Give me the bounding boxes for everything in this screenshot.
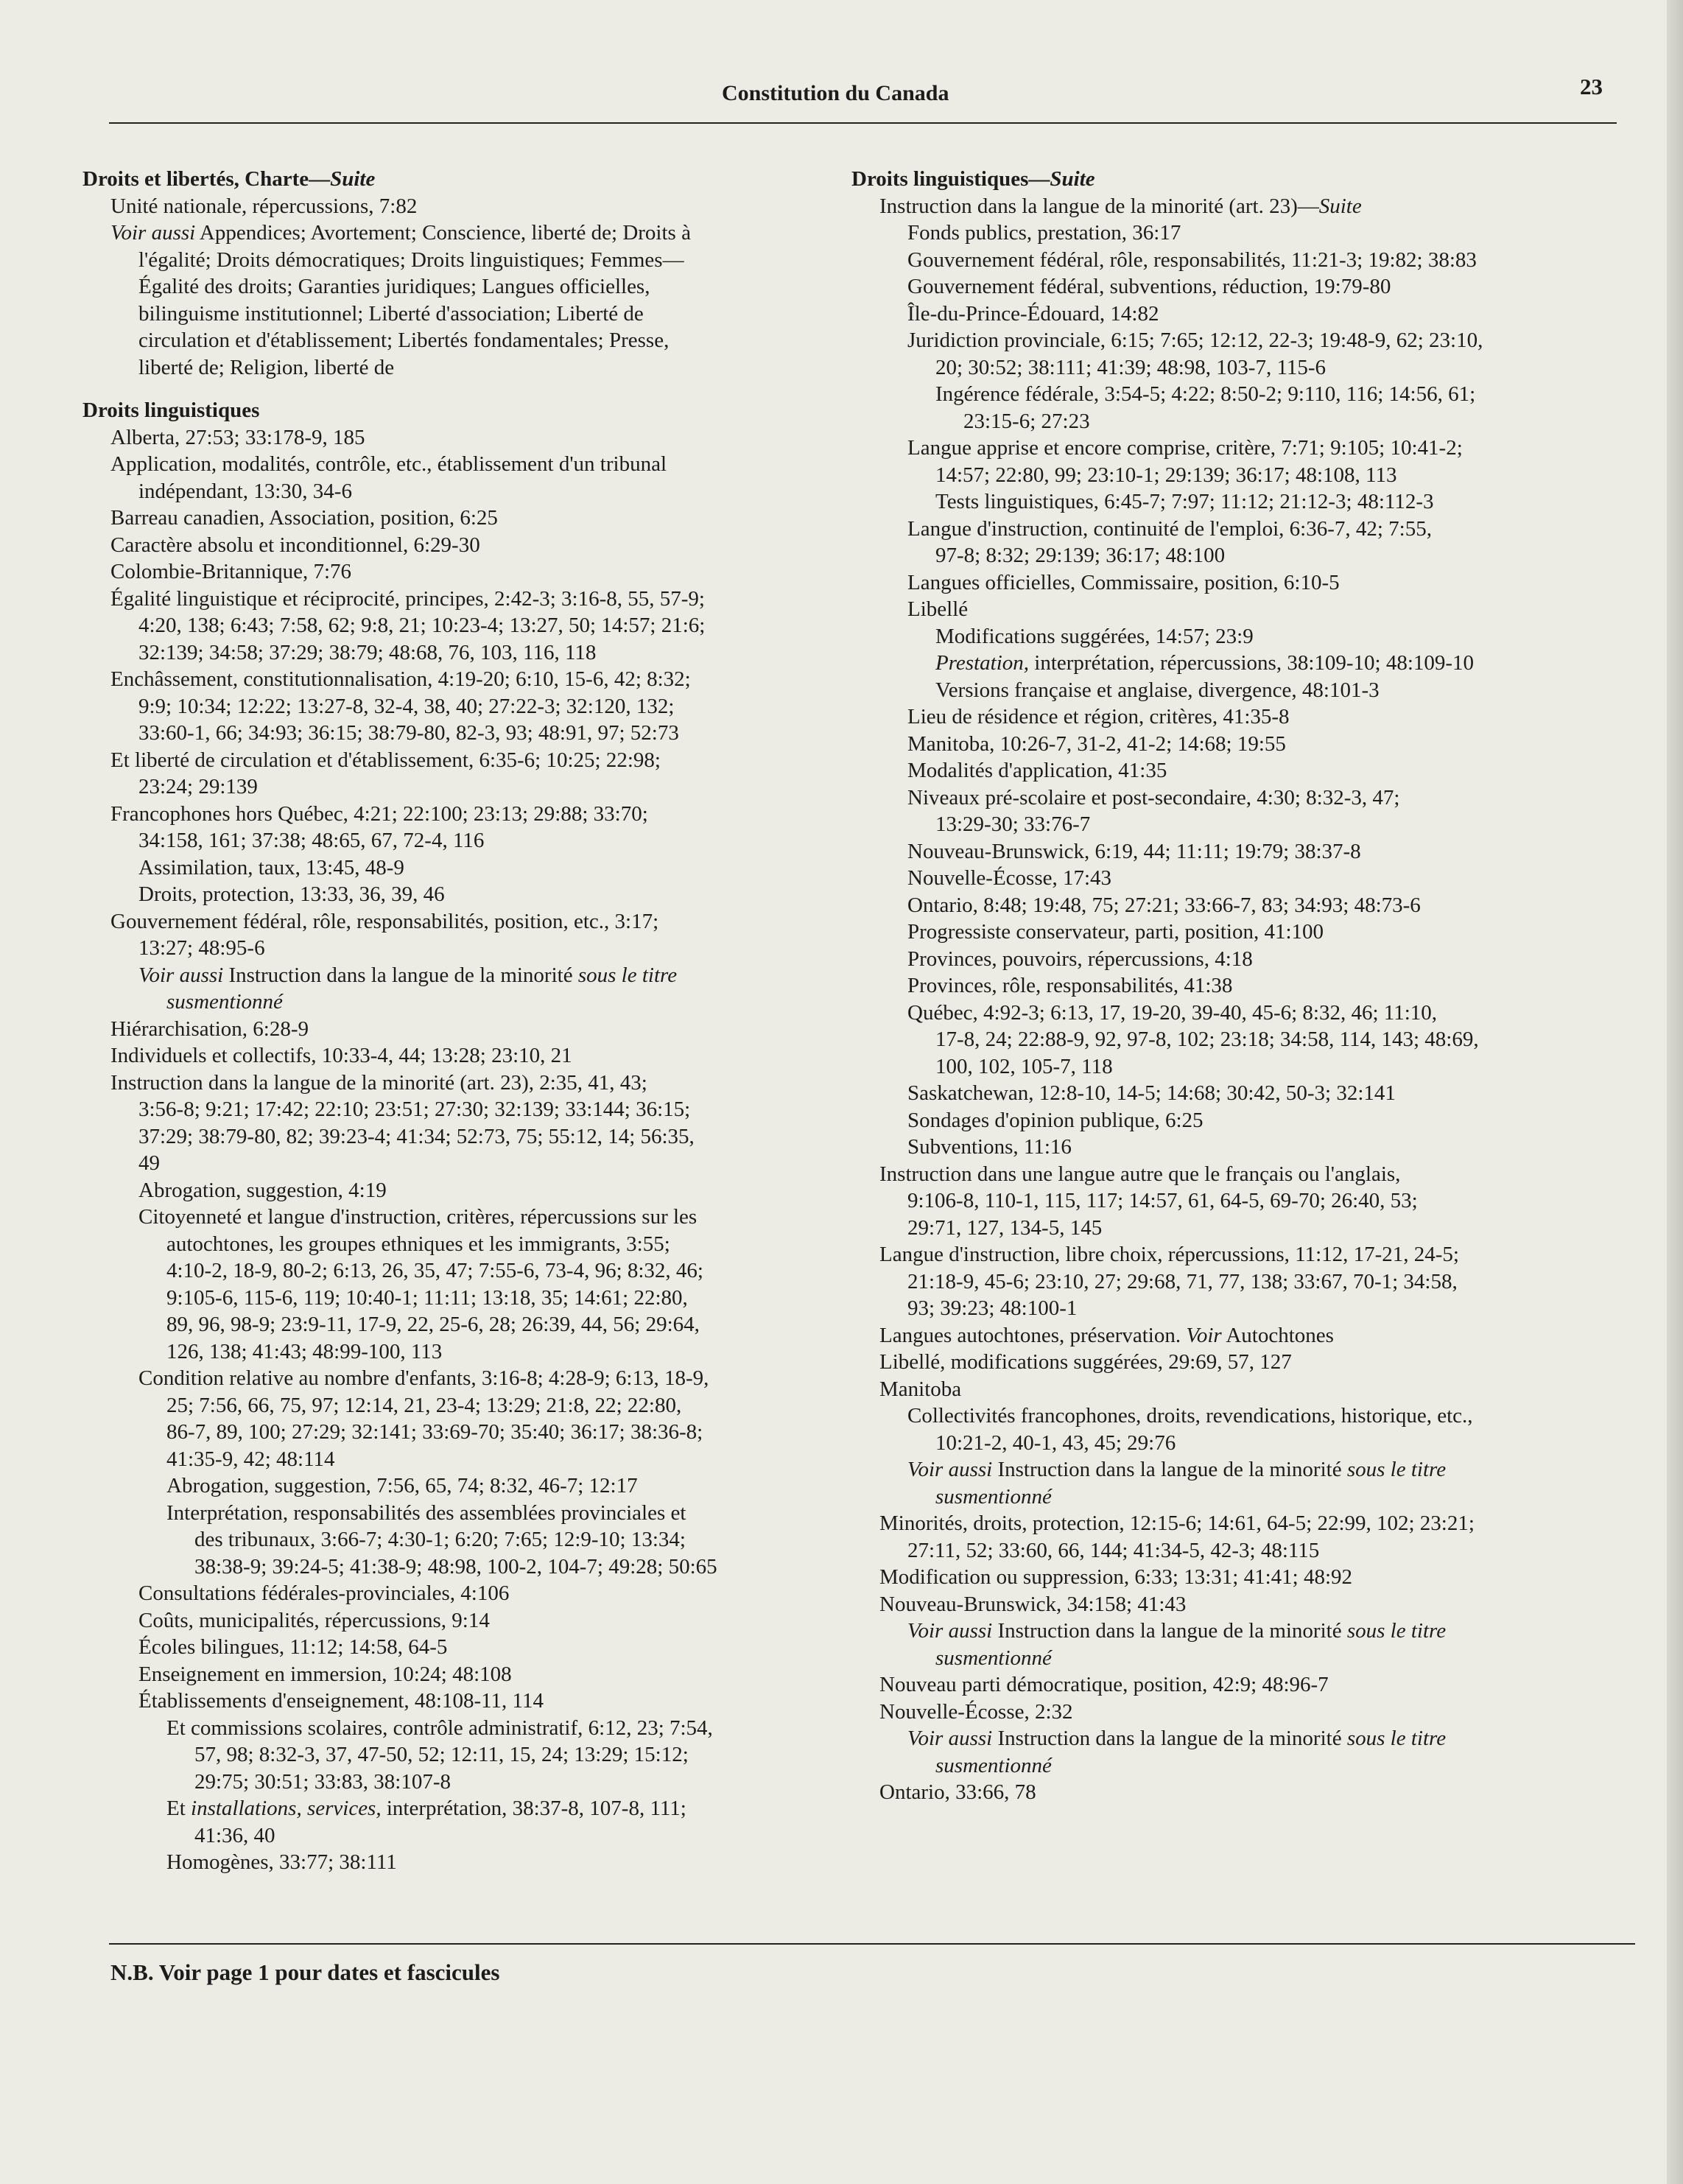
index-entry (110, 1822, 854, 1850)
index-entry (110, 1795, 854, 1822)
index-entry (110, 1741, 854, 1769)
index-entry-italic-text: sous le titre (577, 963, 678, 987)
index-entry (110, 935, 854, 962)
index-entry (879, 1295, 1638, 1322)
index-entry-text: Consultations fédérales-provinciales, 4:106 (138, 1581, 510, 1605)
index-entry-text: des tribunaux, 3:66-7; 4:30-1; 6:20; 7:65; 12:9-10; 13:34; (194, 1528, 686, 1551)
index-entry-text: Libellé (907, 597, 969, 621)
index-entry (110, 827, 854, 854)
index-entry-text: Égalité linguistique et réciprocité, principes, 2:42-3; 3:16-8, 55, 57-9; (110, 586, 705, 611)
index-entry-text: bilinguisme institutionnel; Liberté d'association; Liberté de (138, 301, 644, 326)
index-entry (110, 1231, 854, 1258)
index-entry-text: Hiérarchisation, 6:28-9 (110, 1016, 309, 1041)
index-entry (110, 1338, 854, 1366)
index-entry-text: Manitoba (879, 1377, 962, 1401)
index-heading (82, 397, 854, 424)
index-entry-italic-text: susmentionné (935, 1484, 1052, 1509)
index-entry (879, 1779, 1638, 1806)
index-entry (110, 586, 854, 613)
index-entry (879, 1187, 1638, 1215)
index-entry-italic-text: Suite (1318, 194, 1362, 218)
footer-rule (109, 1943, 1635, 1945)
index-column-left (82, 166, 854, 1876)
index-entry (879, 220, 1638, 247)
index-entry-text: Niveaux pré-scolaire et post-secondaire, 4:30; 8:32-3, 47; (907, 785, 1400, 810)
index-entry (879, 408, 1638, 435)
index-entry-text: Enchâssement, constitutionnalisation, 4:19-20; 6:10, 15-6, 42; 8:32; (110, 667, 691, 691)
index-entry-text: Alberta, 27:53; 33:178-9, 185 (110, 425, 365, 449)
index-entry-text: 93; 39:23; 48:100-1 (907, 1296, 1078, 1320)
index-entry-text: Interprétation, responsabilités des assemblées provinciales et (166, 1500, 686, 1525)
index-entry-text: Provinces, pouvoirs, répercussions, 4:18 (907, 947, 1253, 971)
index-entry-text: Appendices; Avortement; Conscience, liberté de; Droits à (195, 221, 691, 245)
index-entry (879, 1618, 1638, 1645)
index-entry (879, 1026, 1638, 1053)
index-entry (110, 1715, 854, 1742)
index-entry-text: Application, modalités, contrôle, etc., établissement d'un tribunal (110, 452, 667, 476)
header-rule (109, 122, 1617, 124)
index-entry-text: 100, 102, 105-7, 118 (935, 1054, 1113, 1078)
index-entry-text: Instruction dans la langue de la minorité (992, 1458, 1347, 1481)
index-entry-text: Minorités, droits, protection, 12:15-6; 14:61, 64-5; 22:99, 102; 23:21; (879, 1511, 1475, 1535)
index-entry-text: Nouveau-Brunswick, 34:158; 41:43 (879, 1592, 1187, 1616)
index-entry (110, 1285, 854, 1312)
index-entry-italic-text: susmentionné (166, 990, 283, 1014)
index-entry-text: 13:29-30; 33:76-7 (935, 812, 1091, 836)
index-entry (879, 569, 1638, 597)
index-entry-text: 21:18-9, 45-6; 23:10, 27; 29:68, 71, 77, 138; 33:67, 70-1; 34:58, (907, 1269, 1458, 1293)
index-entry (879, 1591, 1638, 1618)
index-entry-text: Et liberté de circulation et d'établissement, 6:35-6; 10:25; 22:98; (110, 748, 661, 772)
index-entry-text: interprétation, 38:37-8, 107-8, 111; (381, 1797, 686, 1820)
index-entry-italic-text: Voir aussi (138, 963, 224, 987)
index-entry-text: Écoles bilingues, 11:12; 14:58, 64-5 (138, 1635, 448, 1659)
page-number: 23 (1580, 74, 1603, 99)
index-entry-text: 10:21-2, 40-1, 43, 45; 29:76 (935, 1430, 1176, 1455)
index-entry-text: Instruction dans la langue de la minorité (art. 23), 2:35, 41, 43; (110, 1070, 647, 1095)
index-entry (110, 1123, 854, 1151)
index-entry-italic-text: Suite (1050, 167, 1095, 191)
index-entry-text: Condition relative au nombre d'enfants, 3:16-8; 4:28-9; 6:13, 18-9, (138, 1366, 709, 1390)
index-entry-text: Abrogation, suggestion, 4:19 (138, 1178, 387, 1202)
index-entry-text: Langues autochtones, préservation. (879, 1323, 1187, 1347)
index-entry-text: 32:139; 34:58; 37:29; 38:79; 48:68, 76, 103, 116, 118 (138, 640, 597, 664)
index-entry (110, 505, 854, 532)
index-entry-italic-text: susmentionné (935, 1646, 1052, 1670)
index-entry (110, 1500, 854, 1527)
index-entry-text: 9:9; 10:34; 12:22; 13:27-8, 32-4, 38, 40; 27:22-3; 32:120, 132; (138, 694, 675, 718)
index-entry-text: 57, 98; 8:32-3, 37, 47-50, 52; 12:11, 15, 24; 13:29; 15:12; (194, 1743, 689, 1766)
index-entry (879, 1510, 1638, 1537)
index-entry (879, 650, 1638, 677)
index-entry (110, 989, 854, 1016)
index-entry (879, 354, 1638, 382)
index-entry-text: 97-8; 8:32; 29:139; 36:17; 48:100 (935, 544, 1226, 567)
index-entry-text: 27:11, 52; 33:60, 66, 144; 41:34-5, 42-3; 48:115 (907, 1538, 1320, 1562)
index-entry-text: autochtones, les groupes ethniques et les immigrants, 3:55; (166, 1232, 670, 1256)
index-entry-text: Fonds publics, prestation, 36:17 (907, 221, 1181, 245)
index-entry-italic-text: sous le titre (1346, 1619, 1447, 1643)
index-entry (110, 1607, 854, 1635)
index-entry-text: Ontario, 8:48; 19:48, 75; 27:21; 33:66-7, 83; 34:93; 48:73-6 (907, 893, 1421, 917)
index-entry (110, 301, 854, 328)
index-entry (879, 247, 1638, 274)
index-entry-italic-text: Voir aussi (907, 1619, 993, 1643)
index-entry-text: 86-7, 89, 100; 27:29; 32:141; 33:69-70; 35:40; 36:17; 38:36-8; (166, 1420, 703, 1444)
index-entry (879, 381, 1638, 408)
index-entry-text: 3:56-8; 9:21; 17:42; 22:10; 23:51; 27:30; 32:139; 33:144; 36:15; (138, 1098, 691, 1121)
index-entry (110, 424, 854, 452)
index-entry (110, 451, 854, 478)
index-entry (879, 811, 1638, 838)
index-entry (110, 532, 854, 559)
index-entry (110, 801, 854, 828)
index-entry-text: 89, 96, 98-9; 23:9-11, 17-9, 22, 25-6, 28; 26:39, 44, 56; 29:64, (166, 1313, 700, 1336)
index-entry (110, 247, 854, 274)
index-entry (879, 972, 1638, 1000)
index-entry (879, 1215, 1638, 1242)
index-entry-text: 23:15-6; 27:23 (963, 409, 1090, 433)
index-entry-text: Caractère absolu et inconditionnel, 6:29-30 (110, 533, 480, 557)
index-entry-italic-text: Suite (330, 167, 376, 191)
index-entry (110, 1526, 854, 1553)
index-entry-text: Nouveau-Brunswick, 6:19, 44; 11:11; 19:79; 38:37-8 (907, 839, 1361, 863)
index-entry-text: Établissements d'enseignement, 48:108-11, 114 (138, 1689, 544, 1713)
index-entry (110, 193, 854, 220)
index-entry (110, 1311, 854, 1338)
index-entry (879, 757, 1638, 784)
index-entry-text: 29:75; 30:51; 33:83, 38:107-8 (194, 1769, 451, 1794)
index-entry-text: circulation et d'établissement; Libertés fondamentales; Presse, (138, 329, 670, 352)
index-entry (879, 1671, 1638, 1699)
index-entry (110, 1769, 854, 1796)
index-entry-text: Colombie-Britannique, 7:76 (110, 560, 352, 583)
index-entry-text: Collectivités francophones, droits, revendications, historique, etc., (907, 1404, 1473, 1428)
index-entry (879, 1699, 1638, 1726)
index-entry (879, 1376, 1638, 1403)
index-entry (879, 1107, 1638, 1134)
index-entry (110, 1580, 854, 1607)
index-entry-text: Gouvernement fédéral, rôle, responsabilités, position, etc., 3:17; (110, 909, 659, 933)
index-entry (110, 354, 854, 382)
index-entry (110, 962, 854, 989)
index-entry-text: 14:57; 22:80, 99; 23:10-1; 29:139; 36:17; 48:108, 113 (935, 463, 1397, 487)
index-entry-text: Langues officielles, Commissaire, position, 6:10-5 (907, 570, 1340, 594)
index-entry-text: 20; 30:52; 38:111; 41:39; 48:98, 103-7, 115-6 (935, 355, 1327, 379)
index-entry-text: 23:24; 29:139 (138, 775, 258, 798)
index-entry (110, 1042, 854, 1070)
index-entry (110, 854, 854, 882)
index-entry (879, 1537, 1638, 1565)
index-entry (879, 1241, 1638, 1268)
index-entry (879, 1000, 1638, 1027)
index-entry-text: Francophones hors Québec, 4:21; 22:100; 23:13; 29:88; 33:70; (110, 801, 648, 826)
index-entry (879, 623, 1638, 650)
index-entry-text: Assimilation, taux, 13:45, 48-9 (138, 855, 404, 879)
index-entry (110, 220, 854, 247)
index-entry (879, 1134, 1638, 1161)
index-entry-text: Instruction dans la langue de la minorité (art. 23)— (879, 194, 1319, 218)
index-entry-text: Enseignement en immersion, 10:24; 48:108 (138, 1662, 512, 1686)
index-entry-text: Instruction dans une langue autre que le français ou l'anglais, (879, 1162, 1401, 1186)
index-entry (879, 865, 1638, 892)
page-edge (1667, 0, 1683, 2184)
index-entry-text: Saskatchewan, 12:8-10, 14-5; 14:68; 30:42, 50-3; 32:141 (907, 1081, 1396, 1105)
index-entry (110, 908, 854, 935)
index-entry-text: 9:105-6, 115-6, 119; 10:40-1; 11:11; 13:18, 35; 14:61; 22:80, (166, 1285, 688, 1310)
index-entry (110, 273, 854, 301)
index-entry-text: Et commissions scolaires, contrôle administratif, 6:12, 23; 7:54, (166, 1716, 713, 1740)
index-entry (879, 516, 1638, 543)
index-entry-text: 4:20, 138; 6:43; 7:58, 62; 9:8, 21; 10:23-4; 13:27, 50; 14:57; 21:6; (138, 614, 706, 637)
index-entry-text: 38:38-9; 39:24-5; 41:38-9; 48:98, 100-2, 104-7; 49:28; 50:65 (194, 1554, 717, 1579)
index-entry-text: Tests linguistiques, 6:45-7; 7:97; 11:12; 21:12-3; 48:112-3 (935, 490, 1434, 513)
index-entry-text: 41:35-9, 42; 48:114 (166, 1447, 335, 1471)
index-entry (879, 435, 1638, 462)
index-entry-text: Instruction dans la langue de la minorité (992, 1619, 1347, 1643)
footer-note: N.B. Voir page 1 pour dates et fascicules (110, 1959, 500, 1985)
index-entry (110, 1204, 854, 1231)
index-entry-text: Nouvelle-Écosse, 17:43 (907, 866, 1112, 890)
index-entry-text: Droits et libertés, Charte— (82, 167, 331, 191)
index-entry-text: Égalité des droits; Garanties juridiques; Langues officielles, (138, 275, 650, 298)
index-entry (879, 193, 1638, 220)
index-entry-text: Libellé, modifications suggérées, 29:69, 57, 127 (879, 1350, 1292, 1374)
index-entry (879, 1349, 1638, 1376)
index-entry (110, 1849, 854, 1876)
index-entry-text: Barreau canadien, Association, position, 6:25 (110, 506, 498, 530)
index-entry (879, 1483, 1638, 1511)
index-entry-italic-text: sous le titre (1346, 1727, 1447, 1750)
index-entry (110, 1150, 854, 1177)
index-entry-text: Subventions, 11:16 (907, 1135, 1072, 1159)
index-entry-text: Langue d'instruction, libre choix, répercussions, 11:12, 17-21, 24-5; (879, 1243, 1459, 1266)
index-entry-text: l'égalité; Droits démocratiques; Droits linguistiques; Femmes— (138, 247, 684, 272)
index-entry (110, 612, 854, 639)
index-entry-italic-text: Voir aussi (110, 221, 196, 245)
index-entry-text: Sondages d'opinion publique, 6:25 (907, 1108, 1204, 1132)
index-entry (110, 558, 854, 586)
index-entry (879, 301, 1638, 328)
index-entry-text: Et (166, 1797, 192, 1820)
index-entry (879, 784, 1638, 812)
index-entry (110, 1419, 854, 1446)
index-entry (879, 677, 1638, 704)
index-entry-text: indépendant, 13:30, 34-6 (138, 479, 352, 503)
index-entry (879, 1564, 1638, 1591)
index-entry-text: Île-du-Prince-Édouard, 14:82 (907, 301, 1159, 326)
index-entry-text: Ontario, 33:66, 78 (879, 1780, 1036, 1804)
index-entry (879, 1080, 1638, 1107)
index-entry (879, 1456, 1638, 1483)
index-entry-italic-text: Voir aussi (907, 1458, 993, 1481)
index-entry-text: Individuels et collectifs, 10:33-4, 44; 13:28; 23:10, 21 (110, 1044, 572, 1067)
index-entry-italic-text: Voir (1186, 1323, 1222, 1347)
index-entry (110, 747, 854, 774)
index-entry-text: Provinces, rôle, responsabilités, 41:38 (907, 974, 1233, 997)
index-entry-text: Nouveau parti démocratique, position, 42:9; 48:96-7 (879, 1673, 1329, 1696)
index-entry (110, 1634, 854, 1661)
index-entry-text: Gouvernement fédéral, rôle, responsabilités, 11:21-3; 19:82; 38:83 (907, 247, 1477, 272)
index-entry (110, 720, 854, 747)
index-entry-text: liberté de; Religion, liberté de (138, 355, 395, 379)
index-entry-text: interprétation, répercussions, 38:109-10; 48:109-10 (1029, 651, 1475, 675)
index-entry-text: 9:106-8, 110-1, 115, 117; 14:57, 61, 64-5, 69-70; 26:40, 53; (907, 1189, 1418, 1212)
index-entry (110, 639, 854, 667)
index-entry-text: Instruction dans la langue de la minorité (223, 963, 578, 987)
index-entry-text: 126, 138; 41:43; 48:99-100, 113 (166, 1339, 443, 1363)
index-entry (879, 1725, 1638, 1752)
index-entry-text: 49 (138, 1151, 160, 1175)
index-entry (110, 1365, 854, 1392)
index-entry (110, 1688, 854, 1715)
index-entry-text: 41:36, 40 (194, 1823, 275, 1847)
index-entry-text: Lieu de résidence et région, critères, 41:35-8 (907, 705, 1290, 728)
index-entry-text: Modification ou suppression, 6:33; 13:31; 41:41; 48:92 (879, 1565, 1353, 1589)
index-entry (110, 1257, 854, 1285)
index-entry-text: Autochtones (1221, 1323, 1334, 1347)
index-entry-text: Manitoba, 10:26-7, 31-2, 41-2; 14:68; 19:55 (907, 731, 1286, 756)
index-entry-italic-text: susmentionné (935, 1753, 1052, 1777)
index-entry-text: Gouvernement fédéral, subventions, réduction, 19:79-80 (907, 275, 1391, 298)
index-heading (82, 166, 854, 193)
index-entry-text: 34:158, 161; 37:38; 48:65, 67, 72-4, 116 (138, 829, 485, 852)
index-entry-text: Versions française et anglaise, divergence, 48:101-3 (935, 678, 1380, 702)
index-entry (879, 1268, 1638, 1296)
index-entry-text: Modifications suggérées, 14:57; 23:9 (935, 624, 1254, 648)
index-entry (110, 1096, 854, 1123)
index-entry (879, 327, 1638, 354)
index-entry (879, 919, 1638, 946)
index-entry (110, 666, 854, 693)
index-entry (879, 462, 1638, 489)
index-entry (879, 1752, 1638, 1780)
index-entry (879, 731, 1638, 758)
index-entry-text: Modalités d'application, 41:35 (907, 759, 1167, 782)
index-entry-text: Québec, 4:92-3; 6:13, 17, 19-20, 39-40, 45-6; 8:32, 46; 11:10, (907, 1000, 1438, 1025)
index-entry (879, 542, 1638, 569)
index-entry-text: 17-8, 24; 22:88-9, 92, 97-8, 102; 23:18; 34:58, 114, 143; 48:69, (935, 1028, 1479, 1051)
index-entry (110, 1070, 854, 1097)
index-heading (851, 166, 1638, 193)
index-entry (110, 773, 854, 801)
index-entry (879, 838, 1638, 865)
index-entry-text: 37:29; 38:79-80, 82; 39:23-4; 41:34; 52:73, 75; 55:12, 14; 56:35, (138, 1124, 695, 1148)
index-entry (879, 1645, 1638, 1672)
index-entry (110, 1661, 854, 1688)
index-entry (110, 327, 854, 354)
index-entry-text: Unité nationale, répercussions, 7:82 (110, 194, 418, 218)
index-entry (879, 1053, 1638, 1081)
index-entry (879, 488, 1638, 516)
index-entry-text: Langue apprise et encore comprise, critère, 7:71; 9:105; 10:41-2; (907, 436, 1463, 460)
index-entry-text: Droits, protection, 13:33, 36, 39, 46 (138, 882, 445, 906)
index-entry (110, 1472, 854, 1500)
index-entry (879, 273, 1638, 301)
index-entry (879, 703, 1638, 731)
running-title: Constitution du Canada (722, 81, 949, 105)
index-entry-text: 4:10-2, 18-9, 80-2; 6:13, 26, 35, 47; 7:55-6, 73-4, 96; 8:32, 46; (166, 1259, 703, 1282)
index-entry (879, 946, 1638, 973)
index-entry (110, 1016, 854, 1043)
index-entry (879, 1430, 1638, 1457)
index-entry-text: Droits linguistiques— (851, 167, 1050, 191)
index-entry-text: Citoyenneté et langue d'instruction, critères, répercussions sur les (138, 1205, 698, 1229)
index-entry-text: Droits linguistiques (82, 398, 260, 422)
index-entry-italic-text: installations, services, (191, 1797, 382, 1820)
index-entry (110, 1177, 854, 1204)
index-entry-text: Coûts, municipalités, répercussions, 9:14 (138, 1608, 490, 1632)
index-entry-italic-text: Prestation, (935, 651, 1030, 675)
index-entry-text: Nouvelle-Écosse, 2:32 (879, 1699, 1073, 1724)
index-entry (110, 693, 854, 720)
index-entry-text: 13:27; 48:95-6 (138, 936, 265, 960)
index-entry (110, 1553, 854, 1581)
index-entry (879, 1402, 1638, 1430)
index-entry-text: 33:60-1, 66; 34:93; 36:15; 38:79-80, 82-3, 93; 48:91, 97; 52:73 (138, 721, 679, 745)
index-entry (110, 478, 854, 505)
index-entry-text: Juridiction provinciale, 6:15; 7:65; 12:12, 22-3; 19:48-9, 62; 23:10, (907, 329, 1483, 352)
index-entry-text: Ingérence fédérale, 3:54-5; 4:22; 8:50-2; 9:110, 116; 14:56, 61; (935, 382, 1476, 406)
index-entry-text: 29:71, 127, 134-5, 145 (907, 1215, 1103, 1240)
index-entry-text: Homogènes, 33:77; 38:111 (166, 1850, 397, 1874)
index-entry (879, 1322, 1638, 1349)
index-entry (110, 1392, 854, 1419)
index-entry (879, 892, 1638, 919)
index-entry-italic-text: sous le titre (1346, 1458, 1447, 1481)
index-entry-italic-text: Voir aussi (907, 1727, 993, 1750)
index-column-right (851, 166, 1638, 1806)
index-entry (110, 881, 854, 908)
index-entry-text: Langue d'instruction, continuité de l'emploi, 6:36-7, 42; 7:55, (907, 516, 1432, 541)
index-entry-text: Progressiste conservateur, parti, position, 41:100 (907, 920, 1324, 944)
index-entry-text: Abrogation, suggestion, 7:56, 65, 74; 8:32, 46-7; 12:17 (166, 1474, 638, 1497)
index-entry-text: Instruction dans la langue de la minorité (992, 1727, 1347, 1750)
index-entry-text: 25; 7:56, 66, 75, 97; 12:14, 21, 23-4; 13:29; 21:8, 22; 22:80, (166, 1393, 682, 1417)
index-entry (879, 596, 1638, 623)
index-entry (110, 1446, 854, 1473)
index-entry (879, 1161, 1638, 1188)
